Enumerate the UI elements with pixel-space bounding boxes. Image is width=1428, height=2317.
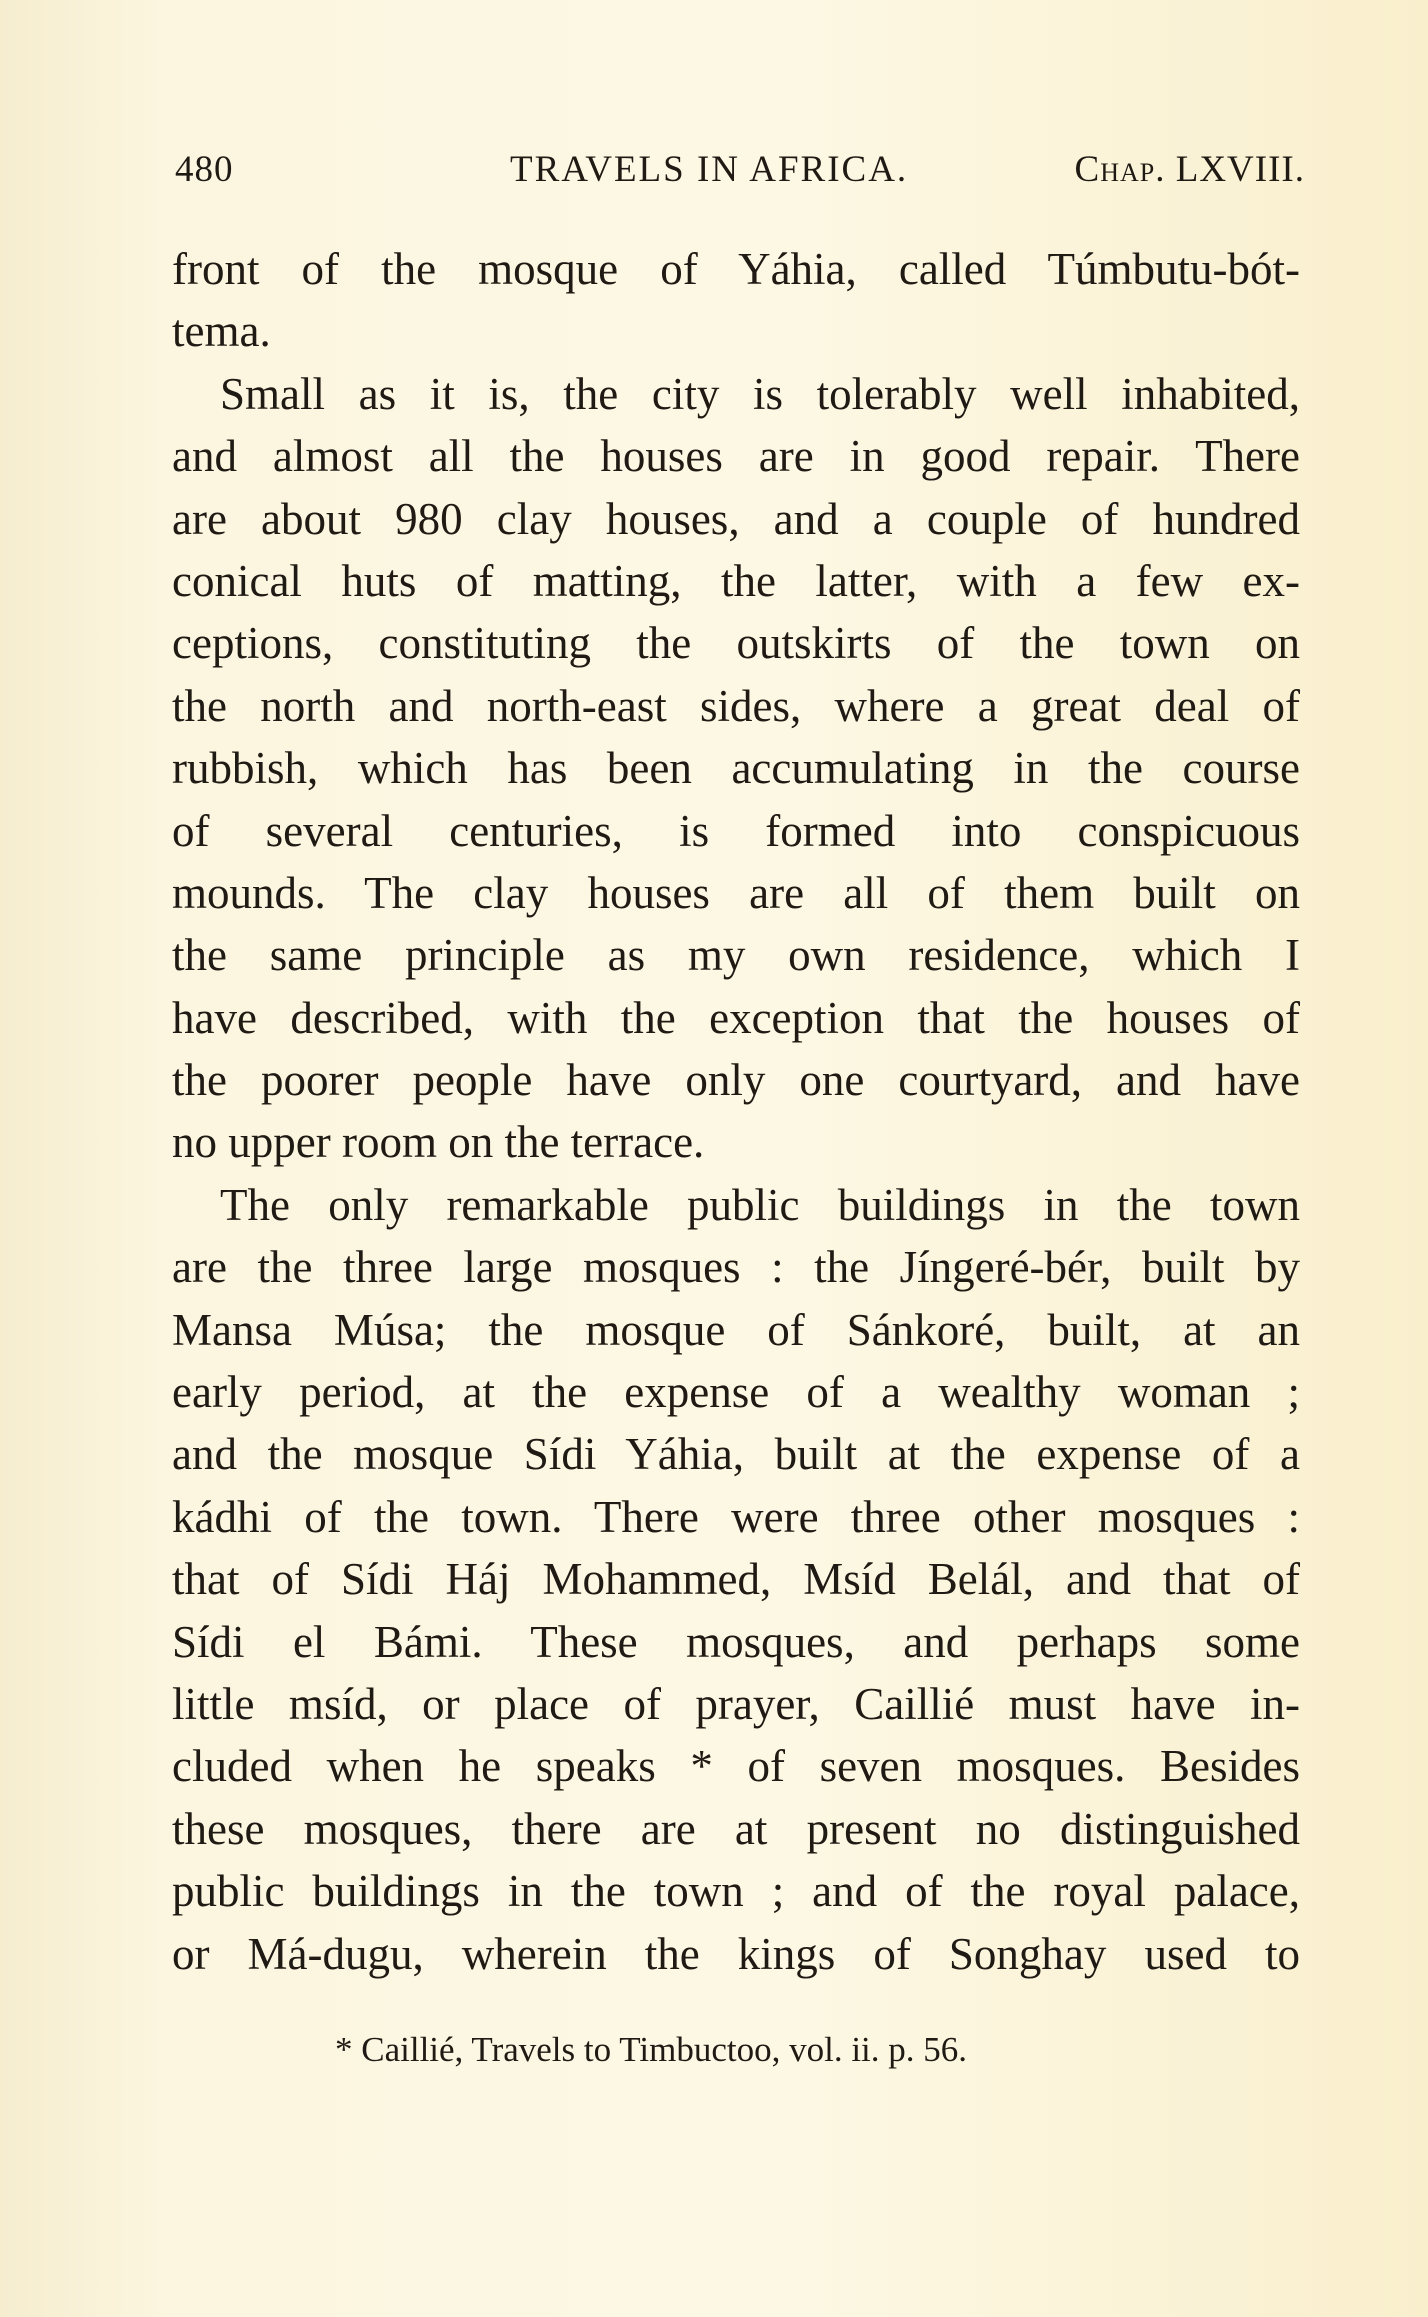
text-line: cluded when he speaks * of seven mosques. Besides bbox=[172, 1741, 1300, 1792]
text-line: mounds. The clay houses are all of them built on bbox=[172, 867, 1300, 918]
text-line: no upper room on the terrace. bbox=[172, 1117, 705, 1168]
text-line: Sídi el Bámi. These mosques, and perhaps some bbox=[172, 1616, 1300, 1667]
text-line: the same principle as my own residence, which I bbox=[172, 930, 1300, 981]
text-line: of several centuries, is formed into conspicuous bbox=[172, 805, 1300, 856]
body-text bbox=[172, 238, 1300, 1985]
text-line: tema. bbox=[172, 306, 271, 357]
text-line: conical huts of matting, the latter, with a few ex- bbox=[172, 555, 1300, 606]
running-header bbox=[175, 148, 1305, 208]
text-line: are the three large mosques : the Jíngeré-bér, built by bbox=[172, 1242, 1300, 1293]
text-line: kádhi of the town. There were three other mosques : bbox=[172, 1491, 1300, 1542]
text-line: or Má-dugu, wherein the kings of Songhay used to bbox=[172, 1928, 1300, 1979]
text-line: public buildings in the town ; and of the royal palace, bbox=[172, 1866, 1300, 1917]
text-line: ceptions, constituting the outskirts of the town on bbox=[172, 618, 1300, 669]
text-line: front of the mosque of Yáhia, called Túmbutu-bót- bbox=[172, 244, 1300, 294]
chapter-reference bbox=[1075, 148, 1305, 191]
running-title: TRAVELS IN AFRICA. bbox=[510, 149, 909, 190]
chapter-number: LXVIII. bbox=[1175, 149, 1305, 190]
text-line: that of Sídi Háj Mohammed, Msíd Belál, and that of bbox=[172, 1554, 1300, 1605]
text-line: and the mosque Sídi Yáhia, built at the expense of a bbox=[172, 1429, 1300, 1480]
chapter-prefix: Chap. bbox=[1074, 149, 1166, 190]
text-line: The only remarkable public buildings in the town bbox=[220, 1179, 1300, 1230]
page-number: 480 bbox=[175, 149, 234, 190]
text-line: rubbish, which has been accumulating in the course bbox=[172, 743, 1300, 794]
text-line: early period, at the expense of a wealthy woman ; bbox=[172, 1367, 1300, 1418]
text-line: Mansa Músa; the mosque of Sánkoré, built, at an bbox=[172, 1304, 1300, 1355]
text-line: have described, with the exception that the houses of bbox=[172, 992, 1300, 1043]
text-line: Small as it is, the city is tolerably well inhabited, bbox=[220, 368, 1300, 419]
text-line: these mosques, there are at present no distinguished bbox=[172, 1803, 1300, 1854]
text-line: the north and north-east sides, where a great deal of bbox=[172, 680, 1300, 731]
text-line: little msíd, or place of prayer, Caillié must have in- bbox=[172, 1678, 1300, 1729]
text-line: and almost all the houses are in good repair. There bbox=[172, 431, 1300, 482]
text-line: the poorer people have only one courtyard, and have bbox=[172, 1055, 1300, 1106]
text-line: are about 980 clay houses, and a couple of hundred bbox=[172, 493, 1300, 544]
footnote: * Caillié, Travels to Timbuctoo, vol. ii. p. 56. bbox=[335, 2030, 968, 2069]
